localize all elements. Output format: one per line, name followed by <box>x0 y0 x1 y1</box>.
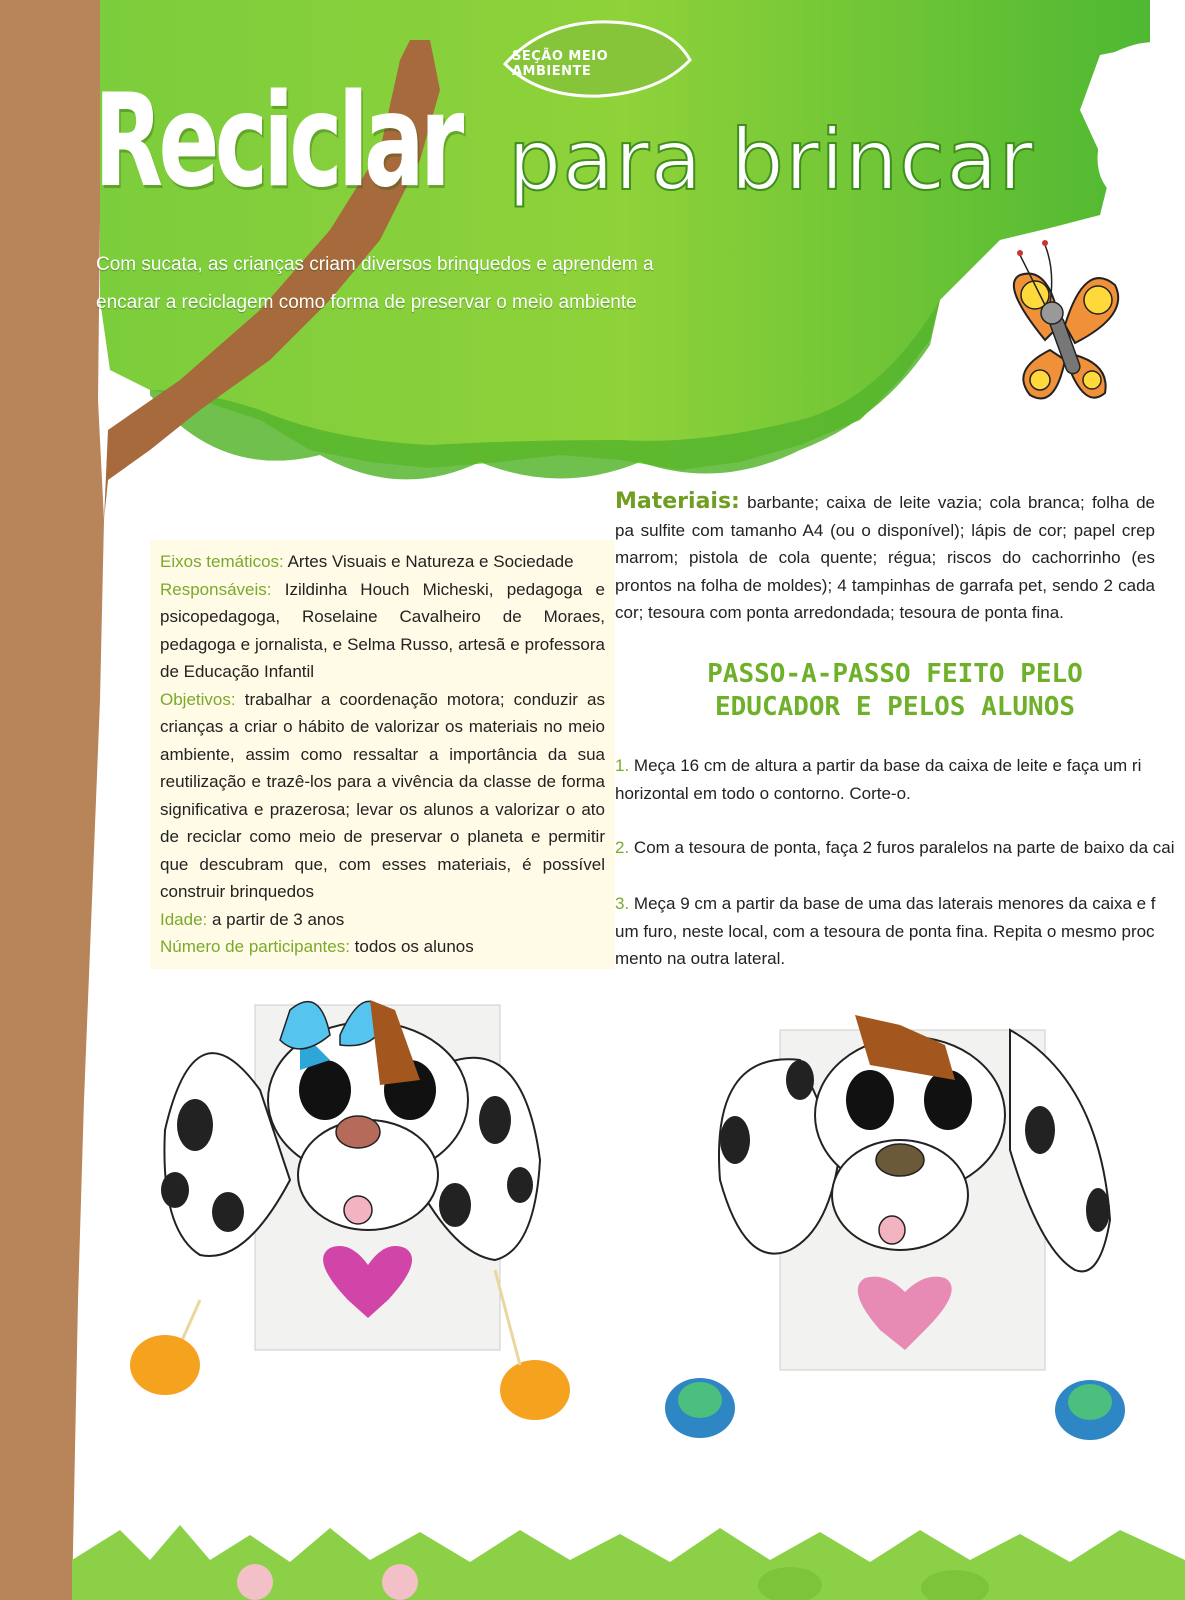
info-participantes <box>160 933 605 961</box>
title-main: Reciclar <box>94 67 460 216</box>
materials-block <box>615 488 1155 627</box>
responsaveis-value: Izildinha Houch Micheski, pedagoga e psicopedagoga, Roselaine Cavalheiro de Moraes, pedagoga e jornalista, e Selma Russo, artesã e professora de Educação Infantil <box>160 579 606 681</box>
objetivos-value: trabalhar a coordenação motora; conduzir as crianças a criar o hábito de valorizar os materiais no meio ambiente, assim como ressaltar a importância da sua reutilização e trazê-los para a vivência da classe de forma significativa e prazerosa; levar os alunos a valorizar o ato de reciclar como meio de preservar o planeta e permitir que descubram que, com esses materiais, é possível construir brinquedos <box>160 689 605 901</box>
info-eixos <box>160 548 605 576</box>
step-2 <box>615 834 1175 862</box>
info-objetivos <box>160 686 605 906</box>
step-1 <box>615 752 1175 807</box>
info-idade <box>160 906 605 934</box>
step-1-line-2: horizontal em todo o contorno. Corte-o. <box>615 783 911 803</box>
materials-text: barbante; caixa de leite vazia; cola branca; folha de pa sulfite com tamanho A4 (ou o disponível); lápis de cor; papel crep marrom; pistola de cola quente; régua; riscos do cachorrinho (es prontos na folha de moldes); 4 tampinhas de garrafa pet, sendo 2 cada cor; tesoura com ponta arredondada; tesoura de ponta fina. <box>615 493 1155 622</box>
step-1-number: 1. <box>615 756 630 775</box>
eixos-value: Artes Visuais e Natureza e Sociedade <box>287 552 574 571</box>
step-3-number: 3. <box>615 894 630 913</box>
steps-title <box>615 658 1175 724</box>
materials-label: Materiais: <box>615 489 740 514</box>
step-3-line-1: Meça 9 cm a partir da base de uma das laterais menores da caixa e f <box>633 894 1156 913</box>
step-2-number: 2. <box>615 838 630 857</box>
step-3-line-2: um furo, neste local, com a tesoura de ponta fina. Repita o mesmo proc <box>615 921 1155 941</box>
eixos-label: Eixos temáticos: <box>160 552 284 571</box>
steps-title-line-1: PASSO-A-PASSO FEITO PELO <box>707 659 1083 689</box>
subtitle-line-1: Com sucata, as crianças criam diversos brinquedos e aprendem a <box>96 254 654 275</box>
objetivos-label: Objetivos: <box>160 689 236 709</box>
title-sub: para brincar <box>508 111 1035 209</box>
idade-label: Idade: <box>160 909 208 929</box>
step-3 <box>615 890 1175 973</box>
info-responsaveis <box>160 576 605 686</box>
dog-toy-with-bow <box>130 1000 570 1420</box>
step-2-line-1: Com a tesoura de ponta, faça 2 furos paralelos na parte de baixo da cai <box>633 838 1175 857</box>
info-box <box>150 540 615 969</box>
subtitle-line-2: encarar a reciclagem como forma de preservar o meio ambiente <box>96 292 637 313</box>
section-badge <box>512 44 692 84</box>
butterfly-icon <box>1014 240 1118 398</box>
step-1-line-1: Meça 16 cm de altura a partir da base da caixa de leite e faça um ri <box>633 756 1142 775</box>
dog-toy-with-hair <box>665 1015 1125 1440</box>
subtitle <box>96 246 756 322</box>
responsaveis-label: Responsáveis: <box>160 579 272 599</box>
section-label: SEÇÃO MEIO AMBIENTE <box>512 49 609 79</box>
participantes-value: todos os alunos <box>354 937 474 956</box>
steps-title-line-2: EDUCADOR E PELOS ALUNOS <box>714 692 1076 722</box>
idade-value: a partir de 3 anos <box>212 909 345 929</box>
step-3-line-3: mento na outra lateral. <box>615 949 786 968</box>
participantes-label: Número de participantes: <box>160 937 350 956</box>
